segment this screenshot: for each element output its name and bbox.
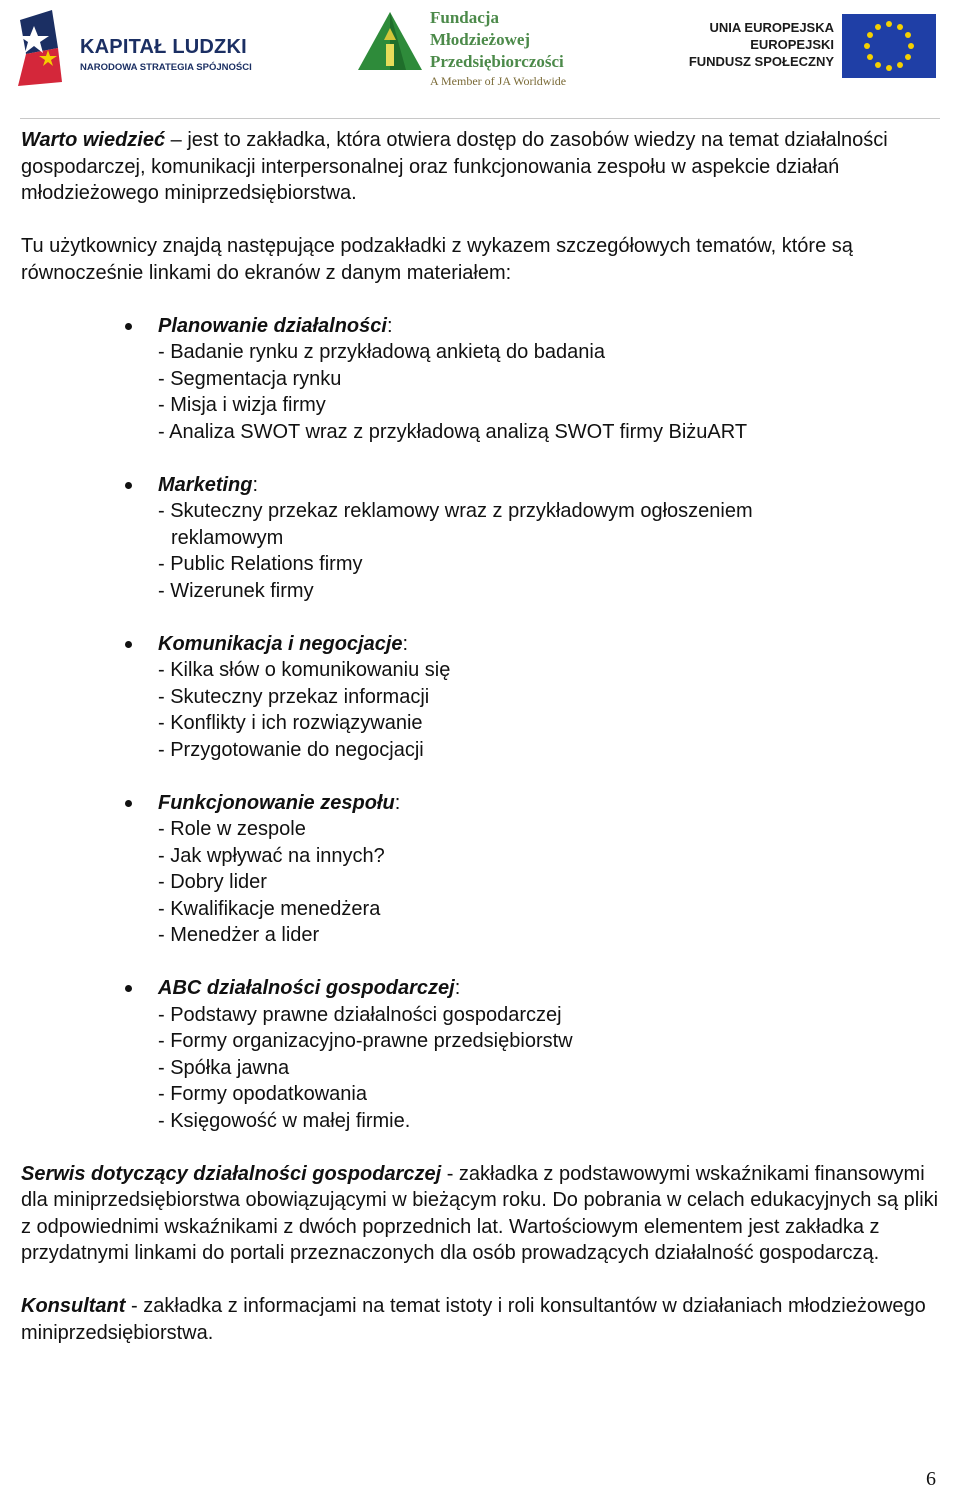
kapital-ludzki-emblem-icon bbox=[12, 8, 78, 88]
header-divider bbox=[20, 118, 940, 119]
page-header bbox=[0, 0, 960, 118]
eu-line-1: UNIA EUROPEJSKA bbox=[709, 20, 834, 35]
section-abc bbox=[21, 975, 941, 1134]
list-item: - Przygotowanie do negocjacji bbox=[158, 738, 424, 761]
serwis-paragraph bbox=[21, 1161, 941, 1267]
document-body bbox=[21, 127, 941, 1346]
page-number: 6 bbox=[926, 1468, 936, 1490]
list-item: - Kilka słów o komunikowaniu się bbox=[158, 659, 451, 681]
eu-line-3: FUNDUSZ SPOŁECZNY bbox=[688, 54, 834, 69]
bullet-icon bbox=[125, 482, 132, 489]
intro-lead-term: Warto wiedzieć bbox=[21, 129, 166, 151]
subtab-list bbox=[21, 313, 941, 1135]
serwis-lead-term: Serwis dotyczący działalności gospodarczej bbox=[21, 1162, 442, 1185]
section-title-line: Marketing: bbox=[158, 473, 259, 496]
list-item: - Księgowość w małej firmie. bbox=[158, 1109, 411, 1132]
bullet-icon bbox=[125, 641, 132, 648]
kapital-ludzki-subtitle: NARODOWA STRATEGIA SPÓJNOŚCI bbox=[80, 62, 252, 73]
section-title-line: Funkcjonowanie zespołu: bbox=[158, 791, 401, 814]
intro-paragraph bbox=[21, 127, 941, 207]
bullet-icon bbox=[125, 323, 132, 330]
list-item: - Podstawy prawne działalności gospodarczej bbox=[158, 1003, 562, 1026]
list-item: - Kwalifikacje menedżera bbox=[158, 897, 381, 920]
eu-flag-icon bbox=[842, 14, 936, 78]
list-item: - Skuteczny przekaz reklamowy wraz z przykładowym ogłoszeniem bbox=[158, 500, 753, 522]
eu-line-2: EUROPEJSKI bbox=[750, 37, 834, 52]
section-title: Funkcjonowanie zespołu bbox=[158, 791, 395, 814]
konsultant-paragraph bbox=[21, 1293, 941, 1346]
serwis-lead-text: - zakładka z podstawowymi wskaźnikami finansowymi dla miniprzedsiębiorstwa obowiązującymi w bieżącym roku. Do pobrania w celach edukacyjnych są pliki z odpowiednimi wskaźnikami z dwóch poprzednich lat. Wartościowym elementem jest zakładka z przydatnymi linkami do portali przeznaczonych dla osób prowadzących działalność gospodarczą. bbox=[21, 1162, 939, 1264]
list-item-continuation: reklamowym bbox=[171, 526, 284, 549]
section-title: Komunikacja i negocjacje bbox=[158, 632, 403, 655]
list-item: - Badanie rynku z przykładową ankietą do badania bbox=[158, 341, 605, 363]
subtabs-intro-paragraph: Tu użytkownicy znajdą następujące podzakładki z wykazem szczegółowych tematów, które są równocześnie linkami do ekranów z danym materiałem: bbox=[21, 235, 853, 284]
section-komunikacja bbox=[21, 631, 941, 764]
fmp-triangle-icon bbox=[356, 10, 424, 72]
list-item: - Analiza SWOT wraz z przykładową analizą SWOT firmy BiżuART bbox=[158, 420, 748, 443]
section-title-line: ABC działalności gospodarczej: bbox=[158, 977, 461, 999]
kapital-ludzki-logo bbox=[12, 8, 252, 88]
list-item: - Formy opodatkowania bbox=[158, 1083, 367, 1105]
fmp-member-text: A Member of JA Worldwide bbox=[430, 74, 567, 88]
list-item: - Spółka jawna bbox=[158, 1056, 290, 1079]
section-marketing bbox=[21, 472, 941, 605]
list-item: - Role w zespole bbox=[158, 818, 306, 840]
bullet-icon bbox=[125, 800, 132, 807]
list-item: - Misja i wizja firmy bbox=[158, 394, 326, 416]
section-title: ABC działalności gospodarczej bbox=[158, 977, 455, 999]
konsultant-lead-text: - zakładka z informacjami na temat istoty i roli konsultantów w działaniach młodzieżowego miniprzedsiębiorstwa. bbox=[21, 1295, 926, 1344]
list-item: - Jak wpływać na innych? bbox=[158, 844, 385, 867]
list-item: - Formy organizacyjno-prawne przedsiębiorstw bbox=[158, 1030, 573, 1052]
section-title: Planowanie działalności bbox=[158, 314, 387, 337]
list-item: - Wizerunek firmy bbox=[158, 579, 314, 602]
fmp-line-2: Młodzieżowej bbox=[430, 30, 531, 49]
list-item: - Skuteczny przekaz informacji bbox=[158, 685, 430, 708]
list-item: - Konflikty i ich rozwiązywanie bbox=[158, 712, 423, 734]
section-planowanie bbox=[21, 313, 941, 446]
konsultant-lead-term: Konsultant bbox=[21, 1295, 126, 1317]
list-item: - Menedżer a lider bbox=[158, 924, 320, 946]
fmp-line-3: Przedsiębiorczości bbox=[430, 52, 564, 71]
intro-lead-text: – jest to zakładka, która otwiera dostęp do zasobów wiedzy na temat działalności gospodarczej, komunikacji interpersonalnej oraz funkcjonowania zespołu w aspekcie działań młodzieżowego miniprzedsiębiorstwa. bbox=[21, 129, 888, 204]
section-title-line: Planowanie działalności: bbox=[158, 314, 393, 337]
section-title: Marketing bbox=[158, 473, 253, 496]
section-title-line: Komunikacja i negocjacje: bbox=[158, 632, 409, 655]
list-item: - Segmentacja rynku bbox=[158, 367, 342, 390]
section-funkcjonowanie bbox=[21, 790, 941, 949]
bullet-icon bbox=[125, 985, 132, 992]
kapital-ludzki-title: KAPITAŁ LUDZKI bbox=[80, 36, 247, 58]
fmp-logo bbox=[356, 6, 596, 96]
fmp-line-1: Fundacja bbox=[430, 8, 499, 27]
eu-logo bbox=[688, 10, 942, 82]
list-item: - Public Relations firmy bbox=[158, 553, 363, 575]
list-item: - Dobry lider bbox=[158, 871, 267, 893]
